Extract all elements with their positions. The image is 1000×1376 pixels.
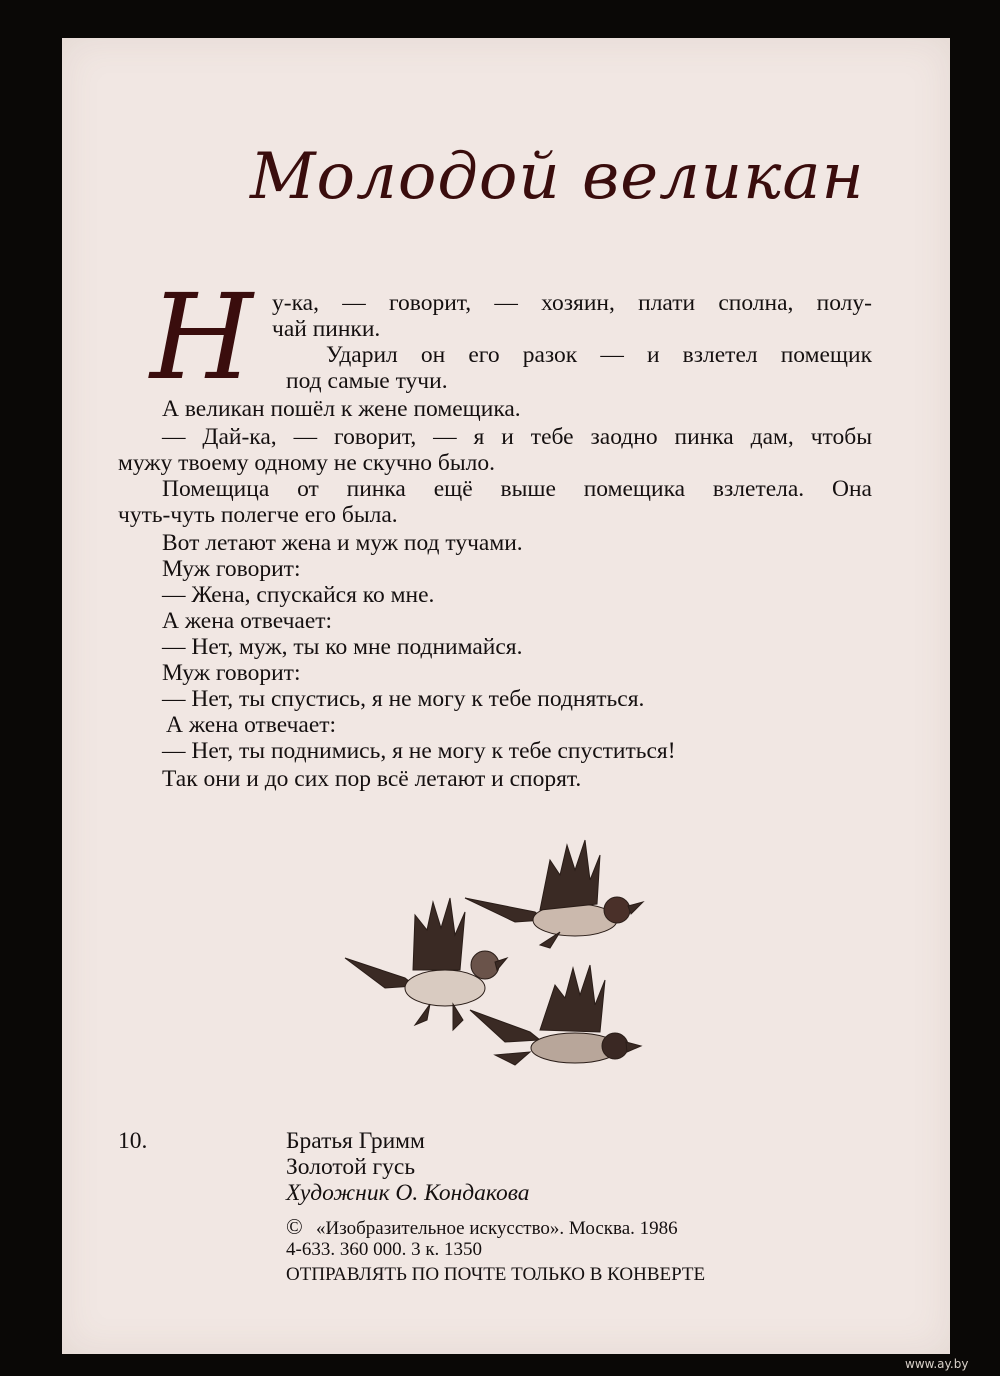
story-line: чуть-чуть полегче его была. [118,502,398,528]
story-line: А великан пошёл к жене помещика. [162,396,521,422]
story-line: — Жена, спускайся ко мне. [162,582,435,608]
drop-cap: Н [150,268,253,406]
bird-illustration [465,840,643,948]
story-line: мужу твоему одному не скучно было. [118,450,496,476]
story-line: — Дай-ка, — говорит, — я и тебе заодно пинка дам, чтобы [162,424,872,450]
story-line: А жена отвечает: [166,712,337,738]
bird-illustration [345,898,507,1030]
print-info: 4-633. 360 000. 3 к. 1350 [286,1239,483,1260]
book-authors: Братья Гримм [286,1128,425,1154]
story-line: А жена отвечает: [162,608,333,634]
publisher-info: «Изобразительное искусство». Москва. 1986 [316,1218,678,1239]
story-line: Муж говорит: [162,660,301,686]
story-line: — Нет, ты поднимись, я не могу к тебе спуститься! [162,738,676,764]
watermark: www.ay.by [905,1357,969,1371]
flying-birds-illustration [335,820,655,1090]
copyright-icon: © [286,1214,303,1239]
story-line: Муж говорит: [162,556,301,582]
story-line: чай пинки. [272,316,381,342]
story-line: Вот летают жена и муж под тучами. [162,530,523,556]
mail-notice: ОТПРАВЛЯТЬ ПО ПОЧТЕ ТОЛЬКО В КОНВЕРТЕ [286,1264,706,1285]
bird-illustration [470,965,641,1065]
story-line: — Нет, муж, ты ко мне поднимайся. [162,634,523,660]
story-line: под самые тучи. [286,368,448,394]
story-line: Ударил он его разок — и взлетел помещик [326,342,872,368]
story-line: у-ка, — говорит, — хозяин, плати сполна, полу- [272,290,872,316]
story-line: Помещица от пинка ещё выше помещика взлетела. Она [162,476,872,502]
book-title: Золотой гусь [286,1154,416,1180]
artist-credit: Художник О. Кондакова [286,1180,530,1206]
story-title: Молодой великан [250,140,865,214]
story-line: — Нет, ты спустись, я не могу к тебе подняться. [162,686,645,712]
card-number: 10. [118,1128,148,1154]
story-line: Так они и до сих пор всё летают и спорят. [162,766,582,792]
